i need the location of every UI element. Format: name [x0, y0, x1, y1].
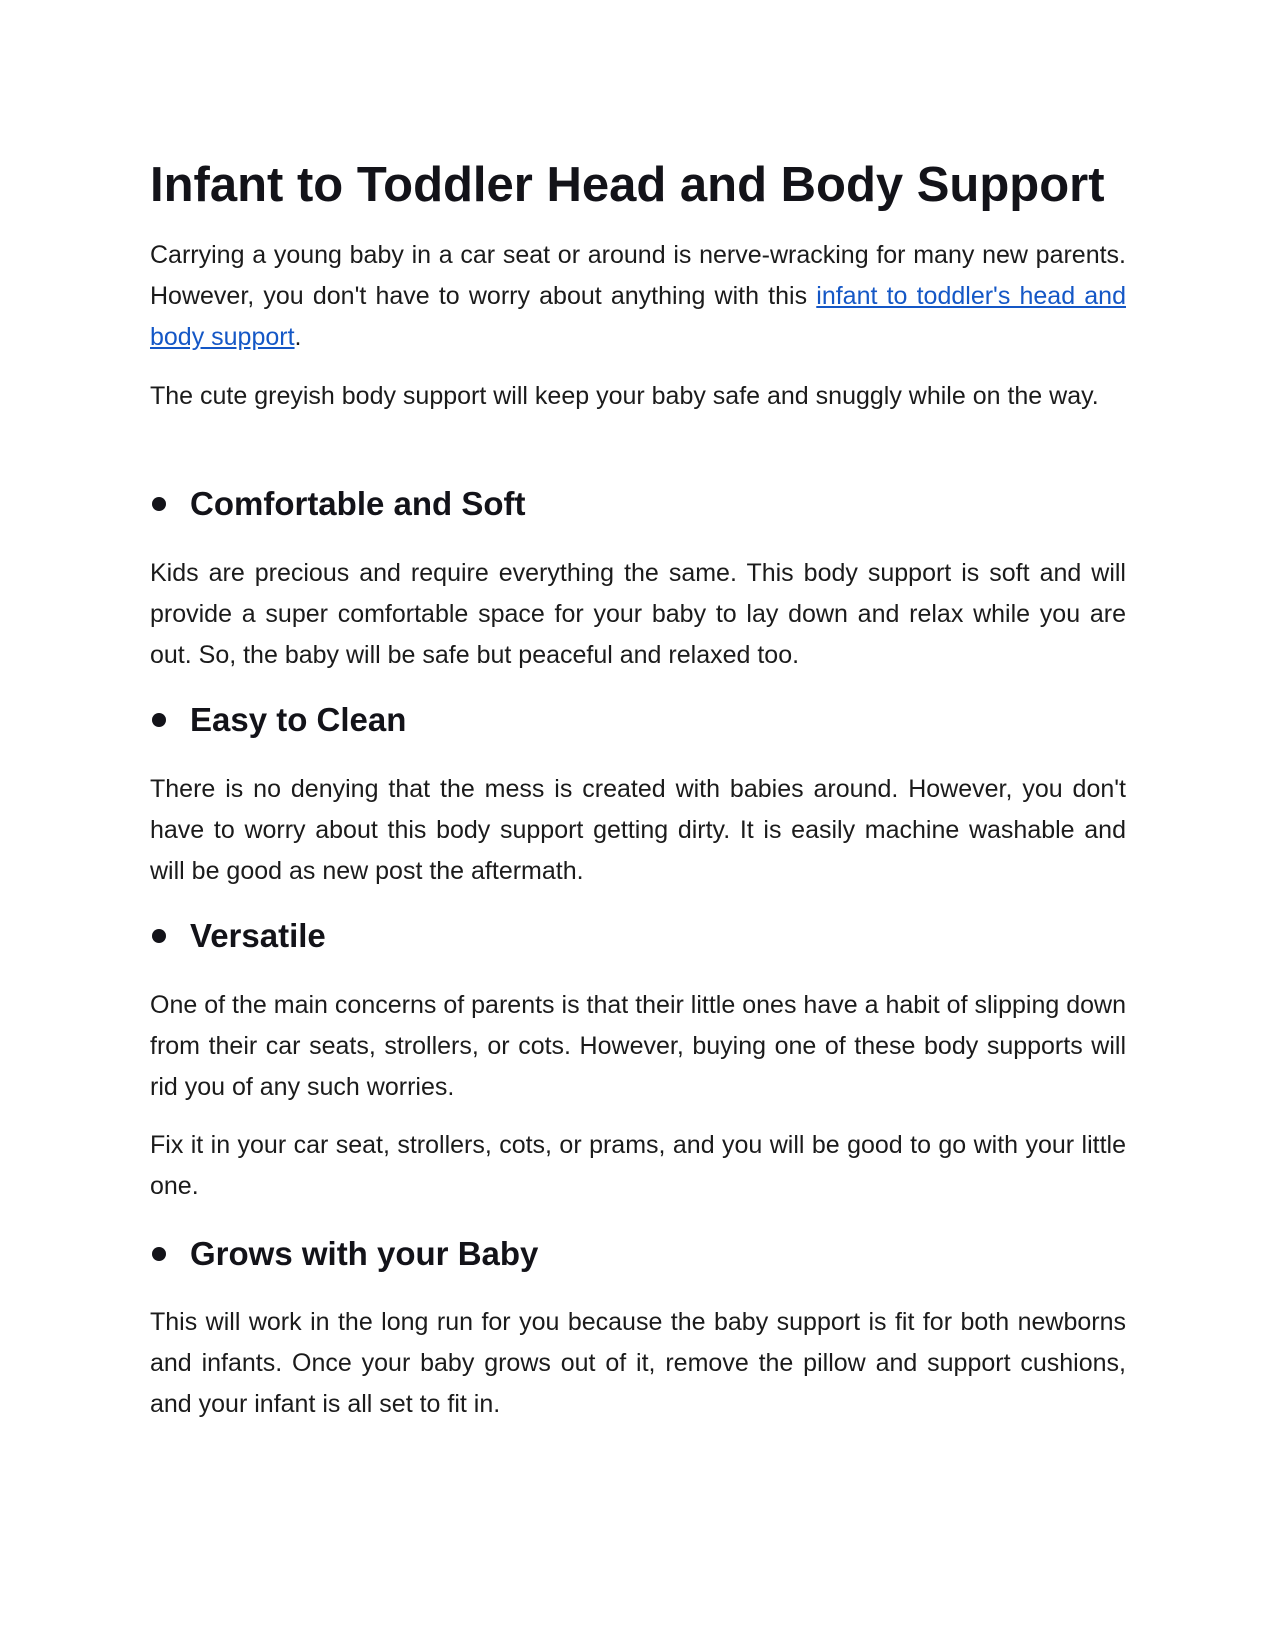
- product-link[interactable]: infant to toddler's head and body support: [150, 282, 1126, 351]
- section-heading-text: Grows with your Baby: [190, 1235, 539, 1272]
- section-heading-versatile: [150, 914, 326, 958]
- section-paragraph: This will work in the long run for you because the baby support is fit for both newborns and infants. Once your baby grows out of it, remove the pillow and support cushions, and your infant is all set to fit in.: [150, 1308, 1126, 1418]
- intro-paragraph: [150, 235, 1126, 358]
- page-title: Infant to Toddler Head and Body Support: [150, 158, 1105, 212]
- bullet-icon: [152, 713, 166, 727]
- section-heading-comfortable: [150, 482, 526, 526]
- section-paragraph: One of the main concerns of parents is that their little ones have a habit of slipping down from their car seats, strollers, or cots. However, buying one of these body supports will rid you of any such worries.: [150, 991, 1126, 1101]
- section-heading-text: Comfortable and Soft: [190, 485, 526, 522]
- intro-text-end: .: [294, 323, 302, 351]
- section-paragraph: Kids are precious and require everything the same. This body support is soft and will provide a super comfortable space for your baby to lay down and relax while you are out. So, the baby will be safe but peaceful and relaxed too.: [150, 559, 1126, 669]
- section-heading-easy-clean: [150, 698, 406, 742]
- section-heading-text: Easy to Clean: [190, 701, 407, 738]
- intro-paragraph-2: The cute greyish body support will keep your baby safe and snuggly while on the way.: [150, 382, 1099, 410]
- section-heading-text: Versatile: [190, 917, 326, 954]
- bullet-icon: [152, 497, 166, 511]
- bullet-icon: [152, 929, 166, 943]
- intro-text: Carrying a young baby in a car seat or around is nerve-wracking for many new parents. However, you don't have to worry about anything with this: [150, 241, 1126, 310]
- bullet-icon: [152, 1247, 166, 1261]
- section-paragraph: There is no denying that the mess is created with babies around. However, you don't have to worry about this body support getting dirty. It is easily machine washable and will be good as new post the aftermath.: [150, 775, 1126, 885]
- section-paragraph: Fix it in your car seat, strollers, cots, or prams, and you will be good to go with your little one.: [150, 1131, 1126, 1200]
- section-heading-grows: [150, 1232, 538, 1276]
